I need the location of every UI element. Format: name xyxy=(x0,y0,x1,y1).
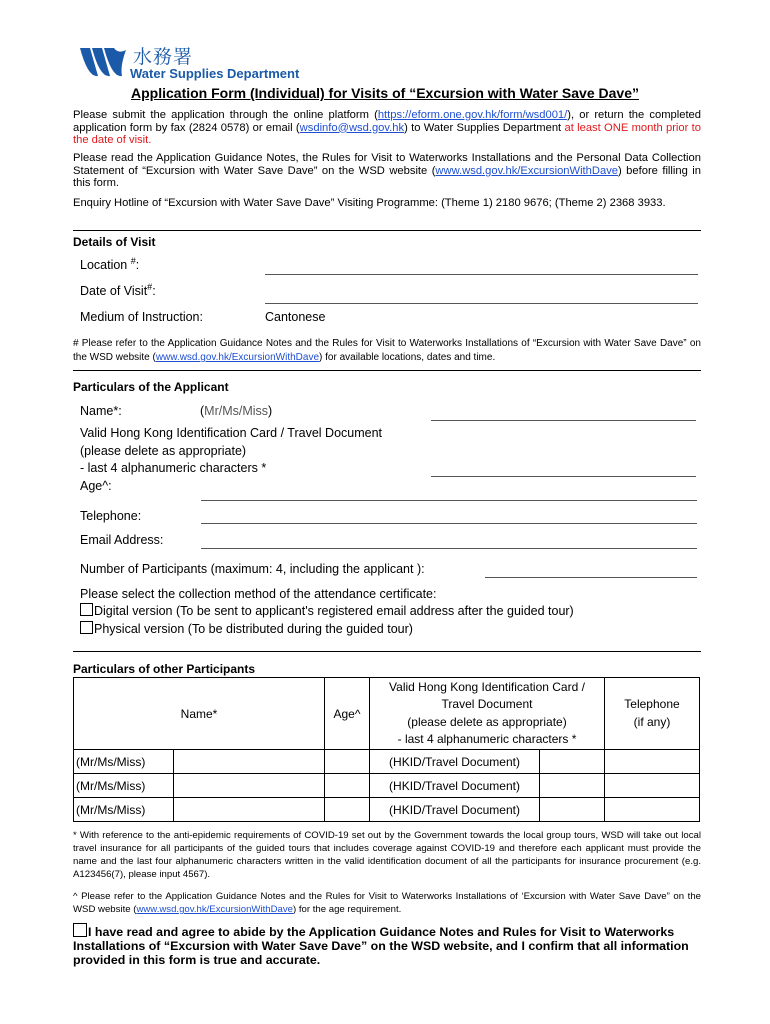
row-age-cell[interactable] xyxy=(325,774,370,798)
telephone-label: Telephone: xyxy=(80,509,142,523)
col-id-header: Valid Hong Kong Identification Card / Travel Document (please delete as appropriate) - last 4 alphanumeric characters * xyxy=(370,678,605,750)
declaration-checkbox[interactable] xyxy=(73,923,87,937)
physical-checkbox[interactable] xyxy=(80,621,93,634)
row-title-cell[interactable]: (Mr/Ms/Miss) xyxy=(74,774,174,798)
row-id-cell[interactable]: (HKID/Travel Document) xyxy=(370,750,540,774)
intro-guidance-paragraph: Please read the Application Guidance Notes, the Rules for Visit to Waterworks Installations and the Personal Data Collection Statement of “Excursion with Water Save Dave” on the WSD website (www.wsd.gov.hk/ExcursionWithDave) before filling in this form. xyxy=(73,152,701,189)
physical-option[interactable]: Physical version (To be distributed during the guided tour) xyxy=(80,621,413,636)
applicant-heading: Particulars of the Applicant xyxy=(73,380,229,394)
row-tel-cell[interactable] xyxy=(605,798,700,822)
table-row xyxy=(74,798,700,822)
others-heading: Particulars of other Participants xyxy=(73,662,256,676)
participants-label: Number of Participants (maximum: 4, including the applicant ): xyxy=(80,562,425,576)
deadline-text: at least ONE month prior to the date of visit xyxy=(73,121,701,146)
name-title-select[interactable]: (Mr/Ms/Miss) xyxy=(200,404,273,418)
org-name-chinese: 水務署 xyxy=(133,46,194,68)
visit-note: # Please refer to the Application Guidance Notes and the Rules for Visit to Waterworks Installations of “Excursion with Water Save Dave” on the WSD website (www.wsd.gov.hk/ExcursionWithDave) for available locations, dates and time. xyxy=(73,338,701,363)
eform-link[interactable]: https://eform.one.gov.hk/form/wsd001/ xyxy=(377,109,568,121)
row-age-cell[interactable] xyxy=(325,750,370,774)
row-name-cell[interactable] xyxy=(174,798,325,822)
participants-table xyxy=(73,677,700,822)
email-field[interactable] xyxy=(201,548,697,549)
row-age-cell[interactable] xyxy=(325,798,370,822)
row-tel-cell[interactable] xyxy=(605,774,700,798)
age-field[interactable] xyxy=(201,500,697,501)
age-note: ^ Please refer to the Application Guidance Notes and the Rules for Visit to Waterworks Installations of ‘Excursion with Water Save Dave” on the WSD website (www.wsd.gov.hk/ExcursionWithDave) for the age requirement. xyxy=(73,891,701,915)
row-id-cell[interactable]: (HKID/Travel Document) xyxy=(370,774,540,798)
location-field[interactable] xyxy=(265,274,698,275)
id-label: Valid Hong Kong Identification Card / Travel Document (please delete as appropriate) - last 4 alphanumeric characters * Age^: xyxy=(80,425,382,495)
row-id-value-cell[interactable] xyxy=(540,750,605,774)
email-link[interactable]: wsdinfo@wsd.gov.hk xyxy=(299,121,405,134)
table-row xyxy=(74,774,700,798)
excursion-link[interactable]: www.wsd.gov.hk/ExcursionWithDave xyxy=(155,352,320,363)
excursion-link[interactable]: www.wsd.gov.hk/ExcursionWithDave xyxy=(435,164,619,177)
section-divider xyxy=(73,370,701,371)
age-label: Age^: xyxy=(80,478,112,493)
insurance-note: * With reference to the anti-epidemic requirements of COVID-19 set out by the Government towards the local group tours, WSD will take out local travel insurance for all participants of the guided tours that includes coverage against COVID-19 and therefore each applicant must provide the name and the last four alphanumeric characters written in the valid identification document of all the participants for insurance procurement (e.g. A123456(7), please input 4567). xyxy=(73,830,701,880)
collection-label: Please select the collection method of the attendance certificate: xyxy=(80,587,437,601)
intro-hotline-paragraph: Enquiry Hotline of “Excursion with Water Save Dave” Visiting Programme: (Theme 1) 2180 9676; (Theme 2) 2368 3933. xyxy=(73,197,666,209)
declaration-statement: I have read and agree to abide by the Application Guidance Notes and Rules for Visit to Waterworks Installations of “Excursion with Water Save Dave” on the WSD website, and I confirm that all information provided in this form is true and accurate. xyxy=(73,925,689,967)
col-name-header: Name* xyxy=(74,678,325,750)
id-field[interactable] xyxy=(431,476,696,477)
row-title-cell[interactable]: (Mr/Ms/Miss) xyxy=(74,750,174,774)
name-field[interactable] xyxy=(431,420,696,421)
participants-field[interactable] xyxy=(485,577,697,578)
date-field[interactable] xyxy=(265,303,698,304)
row-title-cell[interactable]: (Mr/Ms/Miss) xyxy=(74,798,174,822)
row-id-value-cell[interactable] xyxy=(540,774,605,798)
org-name-english: Water Supplies Department xyxy=(130,66,300,81)
row-id-value-cell[interactable] xyxy=(540,798,605,822)
name-label: Name*: xyxy=(80,404,122,418)
telephone-field[interactable] xyxy=(201,523,697,524)
row-tel-cell[interactable] xyxy=(605,750,700,774)
medium-label: Medium of Instruction: xyxy=(80,310,203,324)
excursion-link[interactable]: www.wsd.gov.hk/ExcursionWithDave xyxy=(136,904,294,915)
visit-heading: Details of Visit xyxy=(73,235,156,249)
col-age-header: Age^ xyxy=(325,678,370,750)
medium-value: Cantonese xyxy=(265,310,326,324)
row-name-cell[interactable] xyxy=(174,774,325,798)
page-title: Application Form (Individual) for Visits of “Excursion with Water Save Dave” xyxy=(131,85,639,101)
intro-submission-paragraph: Please submit the application through the online platform (https://eform.one.gov.hk/form/wsd001/), or return the completed application form by fax (2824 0578) or email (wsdinfo@wsd.gov.hk) to Water Supplies Department at least ONE month prior to the date of visit. xyxy=(73,109,701,146)
row-id-cell[interactable]: (HKID/Travel Document) xyxy=(370,798,540,822)
table-header-row xyxy=(74,678,700,750)
location-label: Location #: xyxy=(80,256,140,273)
table-row xyxy=(74,750,700,774)
section-divider xyxy=(73,651,701,652)
row-name-cell[interactable] xyxy=(174,750,325,774)
digital-checkbox[interactable] xyxy=(80,603,93,616)
wsd-logo-icon xyxy=(78,44,128,80)
email-label: Email Address: xyxy=(80,533,164,547)
col-tel-header: Telephone (if any) xyxy=(605,678,700,750)
section-divider xyxy=(73,230,701,231)
digital-option[interactable]: Digital version (To be sent to applicant's registered email address after the guided tour) xyxy=(80,603,574,618)
date-label: Date of Visit#: xyxy=(80,282,156,299)
